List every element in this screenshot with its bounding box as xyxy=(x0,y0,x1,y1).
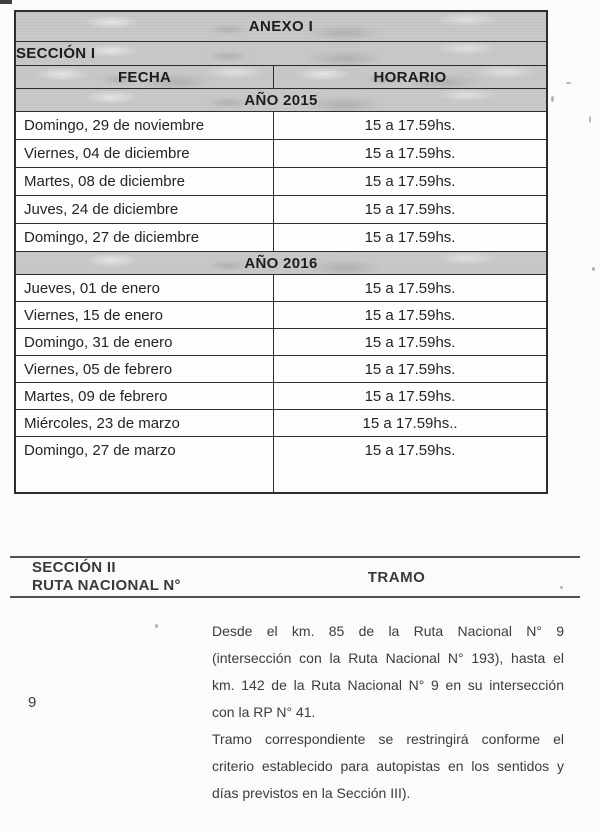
annex-title-row xyxy=(15,11,547,42)
fecha-cell: Martes, 08 de diciembre xyxy=(15,168,274,196)
horario-cell: 15 a 17.59hs.. xyxy=(274,410,547,437)
fecha-cell: Miércoles, 23 de marzo xyxy=(15,410,274,437)
year-band-label: AÑO 2016 xyxy=(15,252,547,275)
ruta-number: 9 xyxy=(28,694,37,711)
tramo-line: Desde el km. 85 de la Ruta Nacional N° 9 xyxy=(212,623,564,639)
horario-cell: 15 a 17.59hs. xyxy=(274,196,547,224)
section1-row xyxy=(15,42,547,66)
schedule-row xyxy=(15,224,547,252)
annex-schedule-table xyxy=(14,10,548,494)
fecha-cell: Viernes, 04 de diciembre xyxy=(15,140,274,168)
col-header-horario: HORARIO xyxy=(274,66,547,89)
scan-artifact xyxy=(551,96,554,102)
section2-col1-header: RUTA NACIONAL N° xyxy=(32,577,181,594)
tramo-description xyxy=(212,618,564,807)
year-row xyxy=(15,89,547,112)
scan-artifact xyxy=(589,116,591,123)
year-row xyxy=(15,252,547,275)
horario-cell: 15 a 17.59hs. xyxy=(274,112,547,140)
tramo-line: días previstos en la Sección III). xyxy=(212,785,411,801)
fecha-cell: Domingo, 31 de enero xyxy=(15,329,274,356)
section2-col2-header: TRAMO xyxy=(367,568,426,586)
fecha-cell: Viernes, 15 de enero xyxy=(15,302,274,329)
year-band-label: AÑO 2015 xyxy=(15,89,547,112)
schedule-row xyxy=(15,329,547,356)
scan-artifact xyxy=(0,0,12,4)
tramo-line: con la RP N° 41. xyxy=(212,704,316,720)
tramo-line: (intersección con la Ruta Nacional N° 193), hasta el xyxy=(212,650,564,666)
section2-left-header xyxy=(10,559,237,595)
horario-cell: 15 a 17.59hs. xyxy=(274,302,547,329)
fecha-cell: Domingo, 29 de noviembre xyxy=(15,112,274,140)
fecha-cell: Juves, 24 de diciembre xyxy=(15,196,274,224)
schedule-row xyxy=(15,112,547,140)
scan-artifact xyxy=(560,586,563,589)
schedule-row xyxy=(15,302,547,329)
scan-artifact xyxy=(566,82,571,84)
tramo-line: km. 142 de la Ruta Nacional N° 9 en su intersección xyxy=(212,677,564,693)
fecha-cell: Domingo, 27 de marzo xyxy=(15,437,274,494)
scan-artifact xyxy=(592,267,595,271)
schedule-row xyxy=(15,356,547,383)
fecha-cell: Viernes, 05 de febrero xyxy=(15,356,274,383)
schedule-row xyxy=(15,168,547,196)
horario-cell: 15 a 17.59hs. xyxy=(274,437,547,494)
section2-label: SECCIÓN II xyxy=(32,559,116,576)
tramo-line: criterio establecido para autopistas en los sentidos y xyxy=(212,758,564,774)
fecha-cell: Martes, 09 de febrero xyxy=(15,383,274,410)
col-header-fecha: FECHA xyxy=(15,66,274,89)
horario-cell: 15 a 17.59hs. xyxy=(274,140,547,168)
schedule-row xyxy=(15,410,547,437)
fecha-cell: Jueves, 01 de enero xyxy=(15,275,274,302)
horario-cell: 15 a 17.59hs. xyxy=(274,383,547,410)
horario-cell: 15 a 17.59hs. xyxy=(274,168,547,196)
section1-label: SECCIÓN I xyxy=(15,42,547,66)
tramo-line: Tramo correspondiente se restringirá conforme el xyxy=(212,731,564,747)
horario-cell: 15 a 17.59hs. xyxy=(274,275,547,302)
schedule-row xyxy=(15,275,547,302)
schedule-row xyxy=(15,196,547,224)
schedule-row xyxy=(15,437,547,494)
scan-artifact xyxy=(155,624,158,628)
horario-cell: 15 a 17.59hs. xyxy=(274,356,547,383)
horario-cell: 15 a 17.59hs. xyxy=(274,224,547,252)
annex-title: ANEXO I xyxy=(15,11,547,42)
schedule-row xyxy=(15,140,547,168)
schedule-row xyxy=(15,383,547,410)
column-header-row xyxy=(15,66,547,89)
fecha-cell: Domingo, 27 de diciembre xyxy=(15,224,274,252)
section2-header xyxy=(10,556,580,598)
horario-cell: 15 a 17.59hs. xyxy=(274,329,547,356)
